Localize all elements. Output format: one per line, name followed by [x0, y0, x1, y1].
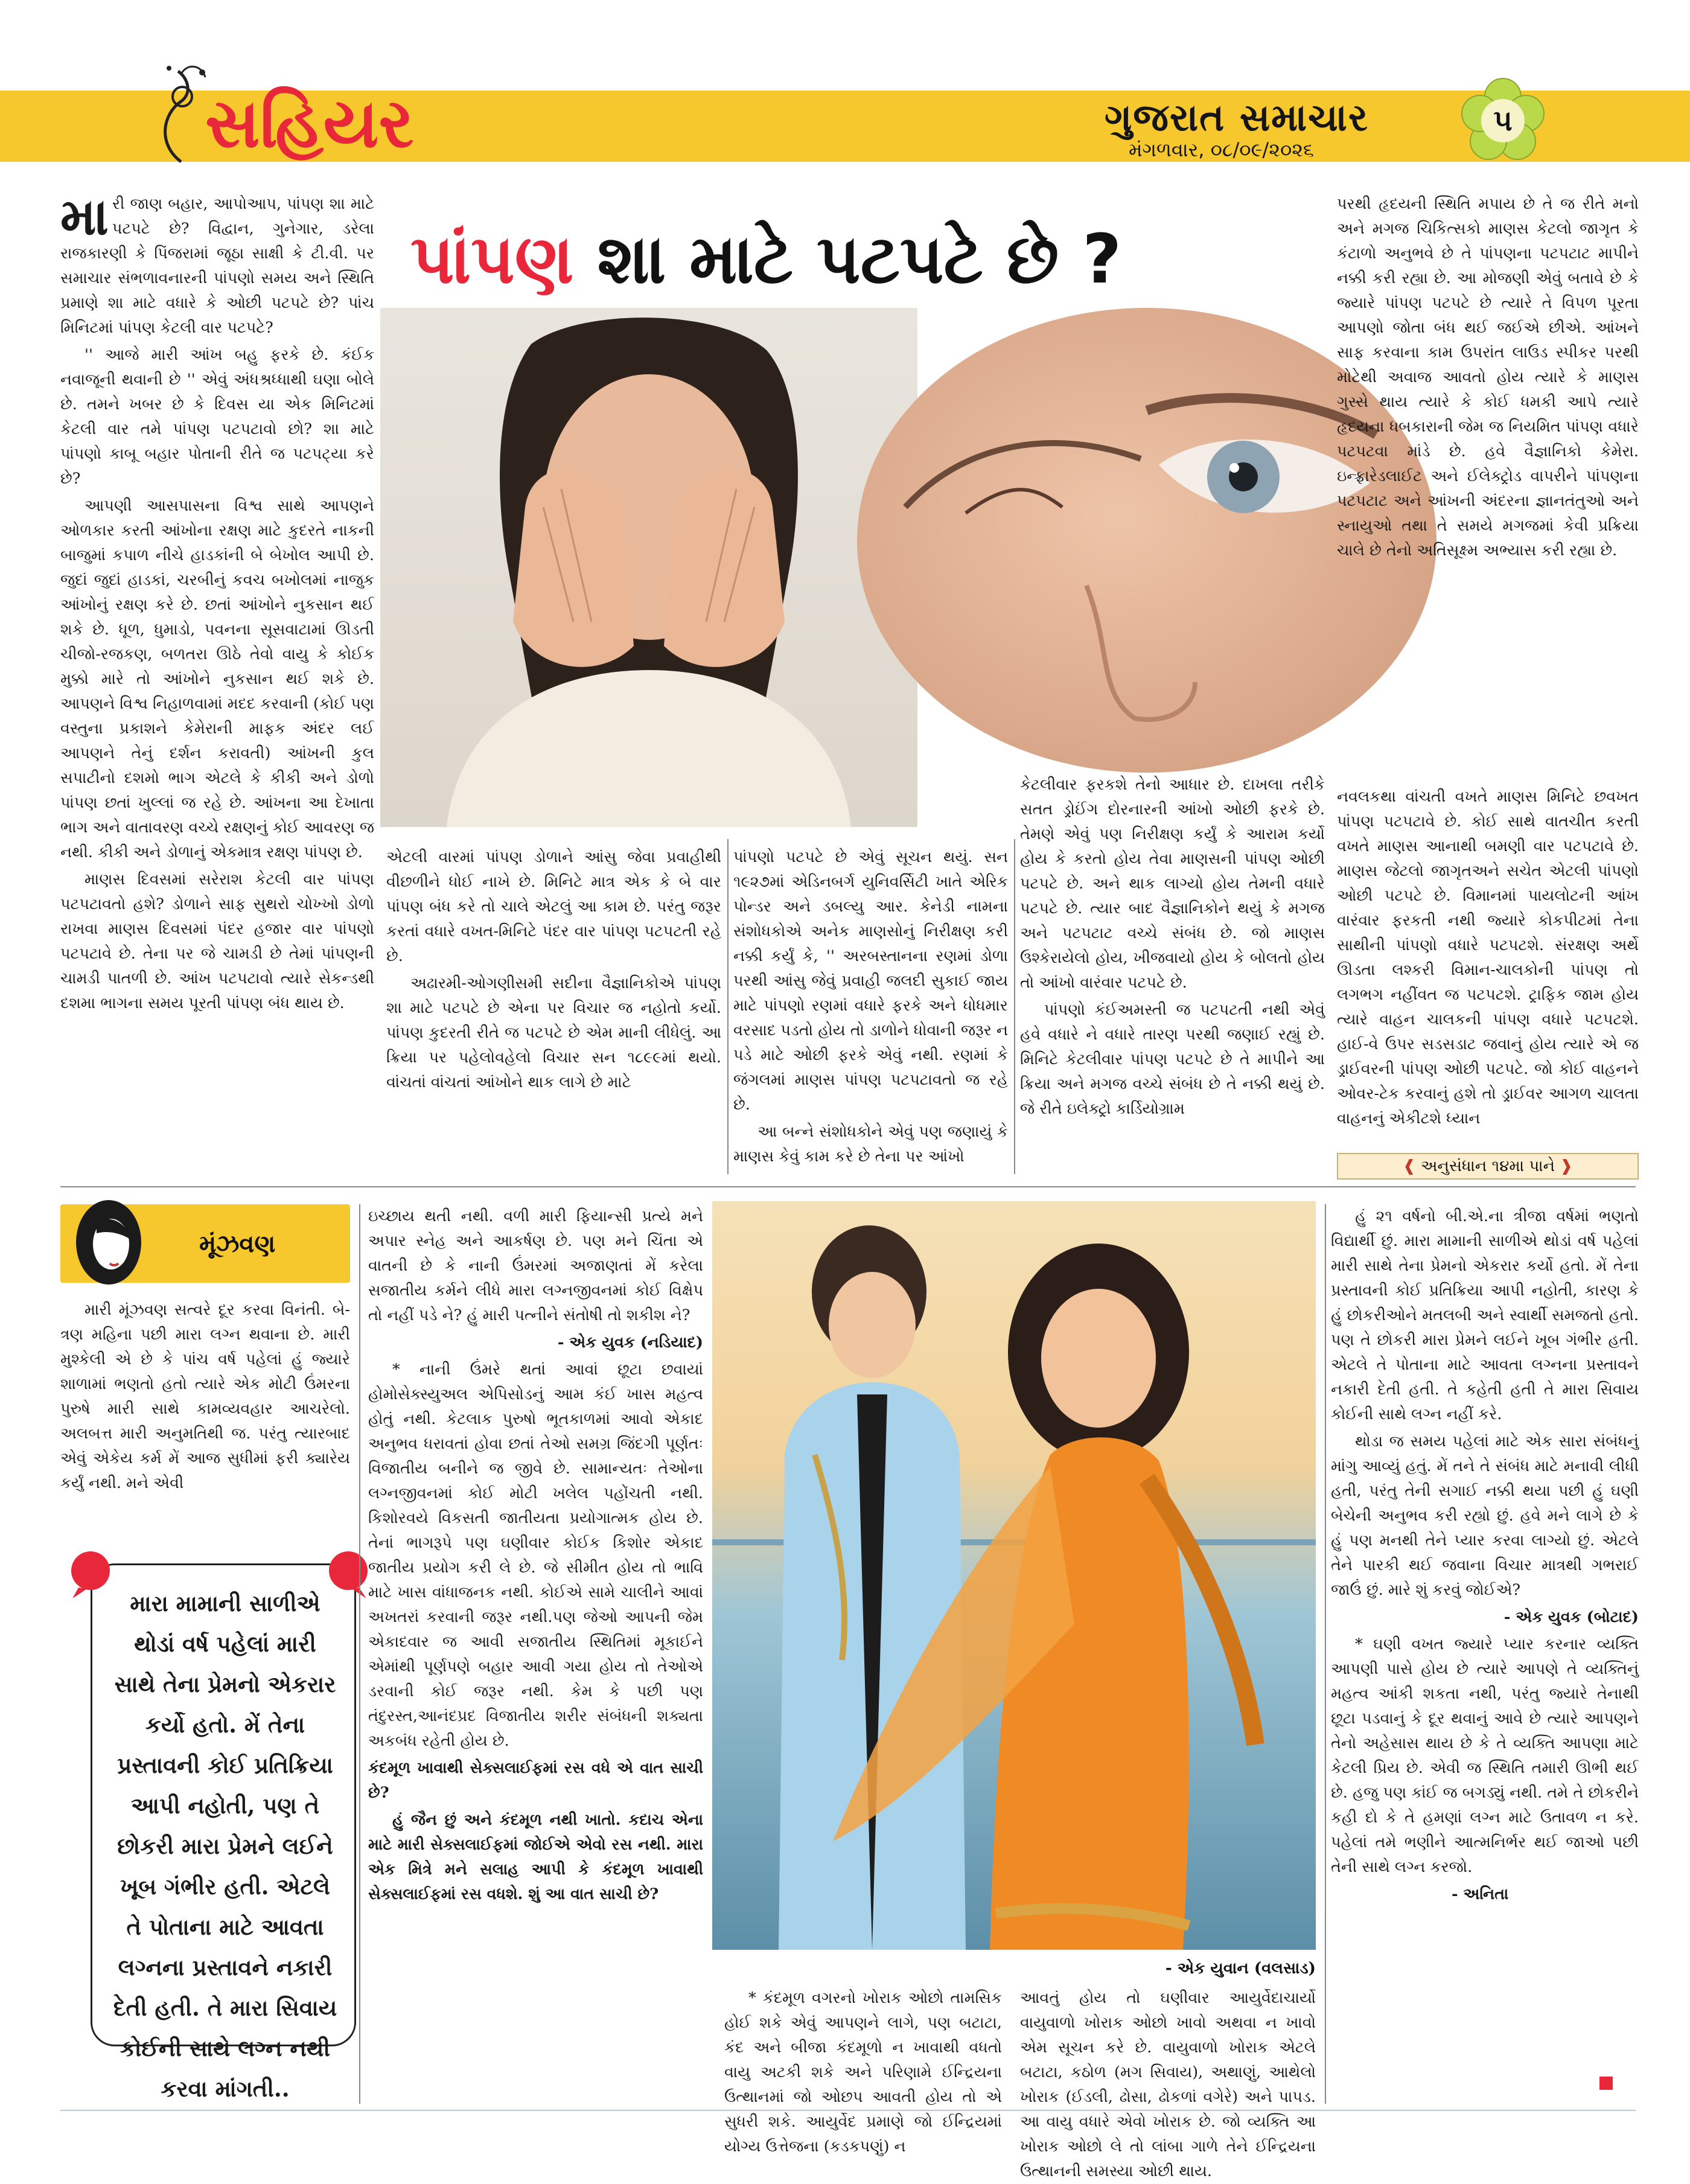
question-text: હું ૨૧ વર્ષનો બી.એ.ના ત્રીજા વર્ષમાં ભણતો વિદ્યાર્થી છું. મારા મામાની સાળીએ થોડાં વર્ષ પહેલાં મારી સાથે તેના પ્રેમનો એકરાર કર્યો હતો. મેં તેના પ્રસ્તાવની કોઈ પ્રતિક્રિયા આપી નહોતી, કારણ કે હું છોકરીઓને મતલબી અને સ્વાર્થી સમજતો હતો. પણ તે છોકરી મારા પ્રેમને લઈને ખૂબ ગંભીર હતી. એટલે તે પોતાના માટે આવતા લગ્નના પ્રસ્તાવને નકારી દેતી હતી. તે કહેતી હતી તે મારા સિવાય કોઈની સાથે લગ્ન નહીં કરે.: [1331, 1207, 1639, 1423]
article-col-5-top: [1337, 192, 1639, 784]
headline: [410, 217, 1328, 302]
reader-signature: - એક યુવાન (વલસાડ): [1165, 1959, 1316, 1978]
section-logo: સહિયર: [205, 84, 414, 163]
worried-face-icon: [72, 1197, 145, 1288]
paper-name: ગુજરાત સમાચાર: [1105, 95, 1369, 139]
article-col-5-bottom: [1337, 785, 1639, 1147]
page-number: ૫: [1493, 104, 1513, 138]
article-para: કેટલીવાર ફરકશે તેનો આધાર છે. દાખલા તરીકે સતત ડ્રોઈંગ દોરનારની આંખો ઓછી ફરકે છે. તેમણે એવું પણ નિરીક્ષણ કર્યું કે આરામ કર્યો હોય કે કરતો હોય તેવા માણસની પાંપણ ઓછી પટપટે છે. અને થાક લાગ્યો હોય તેમની વધારે પટપટે છે. ત્યાર બાદ વૈજ્ઞાનિકોને થયું કે મગજ અને પટપટાટ વચ્ચે સંબંધ છે. જો માણસ ઉશ્કેરાયેલો હોય, ખીજવાયો હોય કે બોલતો હોય તો આંખો વારંવાર પટપટે છે.: [1020, 776, 1325, 992]
question-heading: કંદમૂળ ખાવાથી સેક્સલાઈફમાં રસ વધે એ વાત સાચી છે?: [368, 1759, 703, 1802]
advice-answer-2b: [1020, 1986, 1316, 2180]
answer-text: * કંદમૂળ વગરનો ખોરાક ઓછો તામસિક હોઈ શકે એવું આપણને લાગે, પણ બટાટા, કંદ અને બીજા કંદમૂળો ન ખાવાથી વધતો વાયુ અટકી શકે અને પરિણામે ઈન્દ્રિયના ઉત્થાનમાં જો ઓછપ આવતી હોય તો એ સુધરી શકે. આયુર્વેદ પ્રમાણે જો ઈન્દ્રિયમાં યોગ્ય ઉત્તેજના (કડકપણું) ન: [724, 1989, 1002, 2156]
article-para: પરથી હૃદયની સ્થિતિ મપાય છે તે જ રીતે મનો અને મગજ ચિકિત્સકો માણસ કેટલો જાગૃત કે કંટાળો અનુભવે છે તે પાંપણના પટપટાટ માપીને નક્કી કરી રહ્યા છે. આ મોજણી એવું બતાવે છે કે જ્યારે પાંપણ પટપટે છે ત્યારે તે વિપળ પૂરતા આપણો જોતા બંધ થઈ જઈએ છીએ. આંખને સાફ કરવાના કામ ઉપરાંત લાઉડ સ્પીકર પરથી મોટેથી અવાજ આવતો હોય ત્યારે કે માણસ ગુસ્સે થાય ત્યારે કે કોઈ ધમકી આપે ત્યારે હૃદયના ધબકારાની જેમ જ નિયમિત પાંપણ વધારે પટપટવા માંડે છે. હવે વૈજ્ઞાનિકો કેમેરા. ઇન્ફ્રારેડલાઈટ અને ઈલેક્ટ્રોડ વાપરીને પાંપણના પટપટાટ અને આંખની અંદરના જ્ઞાનતંતુઓ અને સ્નાયુઓ તથા તે સમયે મગજમાં કેવી પ્રક્રિયા ચાલે છે તેનો અતિસૂક્ષ્મ અભ્યાસ કરી રહ્યા છે.: [1337, 195, 1639, 560]
answer-text: * ઘણી વખત જ્યારે પ્યાર કરનાર વ્યક્તિ આપણી પાસે હોય છે ત્યારે આપણે તે વ્યક્તિનું મહત્વ આંકી શકતા નથી, પરંતુ જ્યારે તેનાથી છૂટા પડવાનું કે દૂર થવાનું આવે છે ત્યારે આપણને તેનો અહેસાસ થાય છે કે તે વ્યક્તિ આપણા માટે કેટલી પ્રિય છે. એવી જ સ્થિતિ તમારી ઊભી થઈ છે. હજુ પણ કાંઈ જ બગડ્યું નથી. તમે તે છોકરીને કહી દો કે તે હમણાં લગ્ન માટે ઉતાવળ ન કરે. પહેલાં તમે ભણીને આત્મનિર્ભર થઈ જાઓ પછી તેની સાથે લગ્ન કરજો.: [1331, 1635, 1639, 1876]
column-rule: [1325, 1204, 1326, 2104]
article-para: નવલકથા વાંચતી વખતે માણસ મિનિટે છવખત પાંપણ પટપટાવે છે. કોઈ સાથે વાતચીત કરતી વખતે માણસ આનાથી બમણી વાર પટપટાવે છે. માણસ જેટલો જાગૃતઅને સચેત એટલી પાંપણો ઓછી પટપટે છે. વિમાનમાં પાયલોટની આંખ વારંવાર ફરકતી નથી જ્યારે કોકપીટમાં તેના સાથીની પાંપણો વધારે પટપટશે. સંરક્ષણ અર્થે ઊડતા લશ્કરી વિમાન-ચાલકોની પાંપણ તો લગભગ નહીંવત જ પટપટશે. ટ્રાફિક જામ હોય ત્યારે વાહન ચાલકની પાંપણ વધારે પટપટશે. હાઈ-વે ઉપર સડસડાટ જવાનું હોય ત્યારે એ જ ડ્રાઈવરની પાંપણ ઓછી પટપટે. જો કોઈ વાહનને ઓવર-ટેક કરવાનું હશે તો ડ્રાઈવર આગળ ચાલતા વાહનનું એકીટશે ધ્યાન: [1337, 788, 1639, 1128]
article-col-3: [733, 845, 1008, 1171]
article-para: એટલી વારમાં પાંપણ ડોળાને આંસુ જેવા પ્રવાહીથી વીછળીને ધોઈ નાખે છે. મિનિટે માત્ર એક કે બે વાર પાંપણ બંધ કરે તો ચાલે એટલું આ કામ છે. પરંતુ જરૂર કરતાં વધારે વખત-મિનિટે પંદર વાર પાંપણ પટપટતી રહે છે.: [386, 848, 721, 965]
answer-text: * નાની ઉંમરે થતાં આવાં છૂટા છવાયાં હોમોસેક્સ્યુઅલ એપિસોડનું આમ કંઈ ખાસ મહત્વ હોતું નથી. કેટલાક પુરુષો ભૂતકાળમાં આવો એકાદ અનુભવ ધરાવતાં હોવા છતાં તેઓ સમગ્ર જિંદગી પૂર્ણતઃ વિજાતીય બનીને જ જીવે છે. સામાન્યતઃ તેઓના લગ્નજીવનમાં કોઈ મોટી ખલેલ પહોંચતી નથી. કિશોરવયે વિકસતી જાતીયતા પ્રયોગાત્મક હોય છે. તેનાં ભાગરૂપે પણ ઘણીવાર કોઈક કિશોર એકાદ જાતીય પ્રયોગ કરી લે છે. જે સીમીત હોય તો ભાવિ માટે ખાસ વાંધાજનક નથી. કોઈએ સામે ચાલીને આવાં અખતરાં કરવાની જરૂર નથી.પણ જેઓ આપની જેમ એકાદવાર જ આવી સજાતીય સ્થિતિમાં મૂકાઈને એમાંથી પૂર્ણપણે બહાર આવી ગયા હોય તો તેઓએ ડરવાની કોઈ જરૂર નથી. કેમ કે પછી પણ તંદુરસ્ત,આનંદપ્રદ વિજાતીય શરીર સંબંધની શક્યતા અકબંધ રહેતી હોય છે.: [368, 1361, 703, 1750]
article-col-4: [1020, 773, 1325, 1171]
bottom-rule: [60, 2110, 1636, 2111]
section-divider: [60, 1186, 1636, 1187]
article-para: માણસ દિવસમાં સરેરાશ કેટલી વાર પાંપણ પટપટાવતો હશે? ડોળાને સાફ સુથરો ચોખ્ખો ડોળો રાખવા માણસ દિવસમાં પંદર હજાર વાર પાંપણો પટપટાવે છે. તેના પર જે ચામડી છે તેમાં પાંપણની ચામડી પાતળી છે. આંખ પટપટાવો ત્યારે સેકન્ડથી દશમા ભાગના સમય પૂરતી પાંપણ બંધ થાય છે.: [60, 870, 374, 1012]
author-signature: - અનિતા: [1452, 1885, 1509, 1903]
dropcap: મા: [60, 187, 109, 246]
continued-on-label: ❰ અનુસંધાન ૧૪મા પાને ❱: [1337, 1153, 1639, 1180]
article-col-2: [386, 845, 721, 1171]
article-para: આપણી આસપાસના વિશ્વ સાથે આપણને ઓળકાર કરતી આંખોના રક્ષણ માટે કુદરતે નાકની બાજુમાં કપાળ નીચે હાડકાંની બે બેખોલ આપી છે. જુદાં જુદાં હાડકાં, ચરબીનું કવચ બખોલમાં નાજુક આંખોનું રક્ષણ કરે છે. છતાં આંખોને નુકસાન થઈ શકે છે. ધૂળ, ધુમાડો, પવનના સૂસવાટામાં ઊડતી ચીજો-રજકણ, બળતરા ઊઠે તેવો વાયુ કે કોઈક મુક્કો મારે તો આંખોને નુકસાન થઈ શકે છે. આપણને વિશ્વ નિહાળવામાં મદદ કરવાની (કોઈ પણ વસ્તુના પ્રકાશને કેમેરાની માફક અંદર લઈ આપણને તેનું દર્શન કરાવતી) આંખની કુલ સપાટીનો દશમો ભાગ એટલે કે કીકી અને ડોળો પાંપણ છતાં ખુલ્લાં જ રહે છે. આંખના આ દેખાતા ભાગ અને વાતાવરણ વચ્ચે રક્ષણનું કોઈ આવરણ જ નથી. કીકી અને ડોળાનું એકમાત્ર રક્ષણ પાંપણ છે.: [60, 497, 374, 861]
headline-rest: શા માટે પટપટે છે ?: [573, 220, 1122, 299]
woman-rubbing-eyes-photo: [380, 308, 917, 827]
advice-section-label: મૂંઝવણ: [199, 1230, 276, 1258]
quote-balloon-icon: [60, 1545, 115, 1600]
question-text: થોડા જ સમય પહેલાં માટે એક સારા સંબંધનું માંગુ આવ્યું હતું. મેં તને તે સંબંધ માટે મનાવી લીધી હતી, પરંતુ તેની સગાઈ નક્કી થયા પછી હું ઘણી બેચેની અનુભવ કરી રહ્યો છું. હવે મને લાગે છે કે હું પણ મનથી તેને પ્યાર કરવા લાગ્યો છું. એટલે તેને પારકી થઈ જવાના વિચાર માત્રથી ગભરાઈ જાઉં છું. મારે શું કરવું જોઈએ?: [1331, 1432, 1639, 1599]
answer-text: આવતું હોય તો ઘણીવાર આયુર્વેદાચાર્યો વાયુવાળો ખોરાક ઓછો ખાવો અથવા ન ખાવો એમ સૂચન કરે છે. વાયુવાળો ખોરાક એટલે બટાટા, કઠોળ (મગ સિવાય), અથાણું, આથેલો ખોરાક (ઈડલી, ઢોસા, ઢોકળાં વગેરે) અને પાપડ. આ વાયુ વધારે એવો ખોરાક છે. જો વ્યક્તિ આ ખોરાક ઓછો લે તો લાંબા ગાળે તેને ઈન્દ્રિયના ઉત્થાનની સમસ્યા ઓછી થાય.: [1020, 1989, 1316, 2180]
question-text: હું જૈન છું અને કંદમૂળ નથી ખાતો. કદાચ એના માટે મારી સેક્સલાઈફમાં જોઈએ એવો રસ નથી. મારા એક મિત્રે મને સલાહ આપી કે કંદમૂળ ખાવાથી સેક્સલાઈફમાં રસ વધશે. શું આ વાત સાચી છે?: [368, 1811, 703, 1903]
advice-answer-2a: [724, 1986, 1002, 2156]
reader-signature: - એક યુવક (બોટાદ): [1503, 1608, 1639, 1626]
column-rule: [727, 839, 729, 1174]
article-para: પાંપણો કંઈઅમસ્તી જ પટપટતી નથી એવું હવે વધારે ને વધારે તારણ પરથી જણાઈ રહ્યું છે. મિનિટે કેટલીવાર પાંપણ પટપટે છે તે માપીને આ ક્રિયા અને મગજ વચ્ચે સંબંધ છે તે નક્કી થયું છે. જે રીતે ઇલેક્ટ્રો કાર્ડિયોગ્રામ: [1020, 1001, 1325, 1118]
article-para: આ બન્ને સંશોધકોને એવું પણ જણાયું કે માણસ કેવું કામ કરે છે તેના પર આંખો: [733, 1123, 1008, 1166]
end-mark-icon: [1599, 2077, 1613, 2090]
pull-quote-text: મારા મામાની સાળીએ થોડાં વર્ષ પહેલાં મારી સાથે તેના પ્રેમનો એકરાર કર્યો હતો. મેં તેના પ્રસ્તાવની કોઈ પ્રતિક્રિયા આપી નહોતી, પણ તે છોકરી મારા પ્રેમને લઈને ખૂબ ગંભીર હતી. એટલે તે પોતાના માટે આવતા લગ્નના પ્રસ્તાવને નકારી દેતી હતી. તે મારા સિવાય કોઈની સાથે લગ્ન નથી કરવા માંગતી..: [113, 1590, 337, 2102]
issue-date: મંગળવાર, ૦૮/૦૯/૨૦૨૬: [1129, 138, 1314, 161]
advice-section-header: [60, 1204, 350, 1283]
column-rule: [1014, 839, 1015, 1174]
article-para: પાંપણો પટપટે છે એવું સૂચન થયું. સન ૧૯૨૭માં એડિનબર્ગ યુનિવર્સિટી ખાતે એરિક પોન્ડર અને ડબલ્યુ આર. કેનેડી નામના સંશોધકોએ અનેક માણસોનું નિરીક્ષણ કરી નક્કી કર્યું કે, '' અરબસ્તાનના રણમાં ડોળા પરથી આંસુ જેવું પ્રવાહી જલદી સુકાઈ જાય માટે પાંપણો રણમાં વધારે ફરકે અને ધોધમાર વરસાદ પડતો હોય તો ડાળોને ધોવાની જરૂર ન પડે માટે ઓછી ફરકે એવું નથી. રણમાં કે જંગલમાં માણસ પાંપણ પટપટાવતો જ રહે છે.: [733, 848, 1008, 1114]
couple-illustration: [712, 1201, 1316, 1950]
pull-quote-box: [91, 1563, 356, 2102]
article-col-1: [60, 187, 374, 1170]
column-rule: [359, 1204, 360, 2104]
article-para: અઢારમી-ઓગણીસમી સદીના વૈજ્ઞાનિકોએ પાંપણ શા માટે પટપટે છે એના પર વિચાર જ નહોતો કર્યો. પાંપણ કુદરતી રીતે જ પટપટે છે એમ માની લીધેલું. આ ક્રિયા પર પહેલોવહેલો વિચાર સન ૧૮૯૯માં થયો. વાંચતાં વાંચતાં આંખોને થાક લાગે છે માટે: [386, 974, 721, 1091]
question-text: મારી મૂંઝવણ સત્વરે દૂર કરવા વિનંતી. બે-ત્રણ મહિના પછી મારા લગ્ન થવાના છે. મારી મુશ્કેલી એ છે કે પાંચ વર્ષ પહેલાં હું જ્યારે શાળામાં ભણતો હતો ત્યારે એક મોટી ઉંમરના પુરુષે મારી સાથે કામવ્યવહાર આચરેલો. અલબત્ત મારી અનુમતિથી જ. પરંતુ ત્યારબાદ એવું એકેય કર્મ મેં આજ સુધીમાં ફરી ક્યારેય કર્યું નથી. મને એવી: [60, 1301, 350, 1492]
article-para: રી જાણ બહાર, આપોઆપ, પાંપણ શા માટે પટપટે છે? વિદ્વાન, ગુનેગાર, ડરેલા રાજકારણી કે પિંજરામાં જૂઠા સાક્ષી કે ટી.વી. પર સમાચાર સંભળાવનારની પાંપણો સમય અને સ્થિતિ પ્રમાણે શા માટે વધારે કે ઓછી પટપટે છે? પાંચ મિનિટમાં પાંપણ કેટલી વાર પટપટે?: [60, 195, 374, 337]
marker-icon: ❰: [1402, 1157, 1421, 1175]
advice-col-5: [1331, 1204, 1639, 2104]
advice-col-2: [368, 1204, 703, 2061]
reader-signature: - એક યુવક (નડિયાદ): [557, 1333, 703, 1352]
question-text: ઇચ્છાય થતી નથી. વળી મારી ફિયાન્સી પ્રત્યે મને અપાર સ્નેહ અને આકર્ષણ છે. પણ મને ચિંતા એ વાતની છે કે નાની ઉંમરમાં અજાણતાં મેં કરેલા સજાતીય કર્મને લીધે મારા લગ્નજીવનમાં કોઈ વિક્ષેપ તો નહીં પડે ને? હું મારી પત્નીને સંતોષી તો શકીશ ને?: [368, 1207, 703, 1324]
headline-accent: પાંપણ: [410, 220, 574, 299]
continued-text: અનુસંધાન ૧૪મા પાને: [1421, 1157, 1555, 1175]
advice-question-1: [60, 1298, 350, 1545]
article-para: '' આજે મારી આંખ બહુ ફરકે છે. કંઈક નવાજૂની થવાની છે '' એવું અંધશ્રધ્ધાથી ઘણા બોલે છે. તમને ખબર છે કે દિવસ યા એક મિનિટમાં કેટલી વાર તમે પાંપણ પટપટાવો છો? શા માટે પાંપણો કાબૂ બહાર પોતાની રીતે જ પટપટ્યા કરે છે?: [60, 346, 374, 488]
